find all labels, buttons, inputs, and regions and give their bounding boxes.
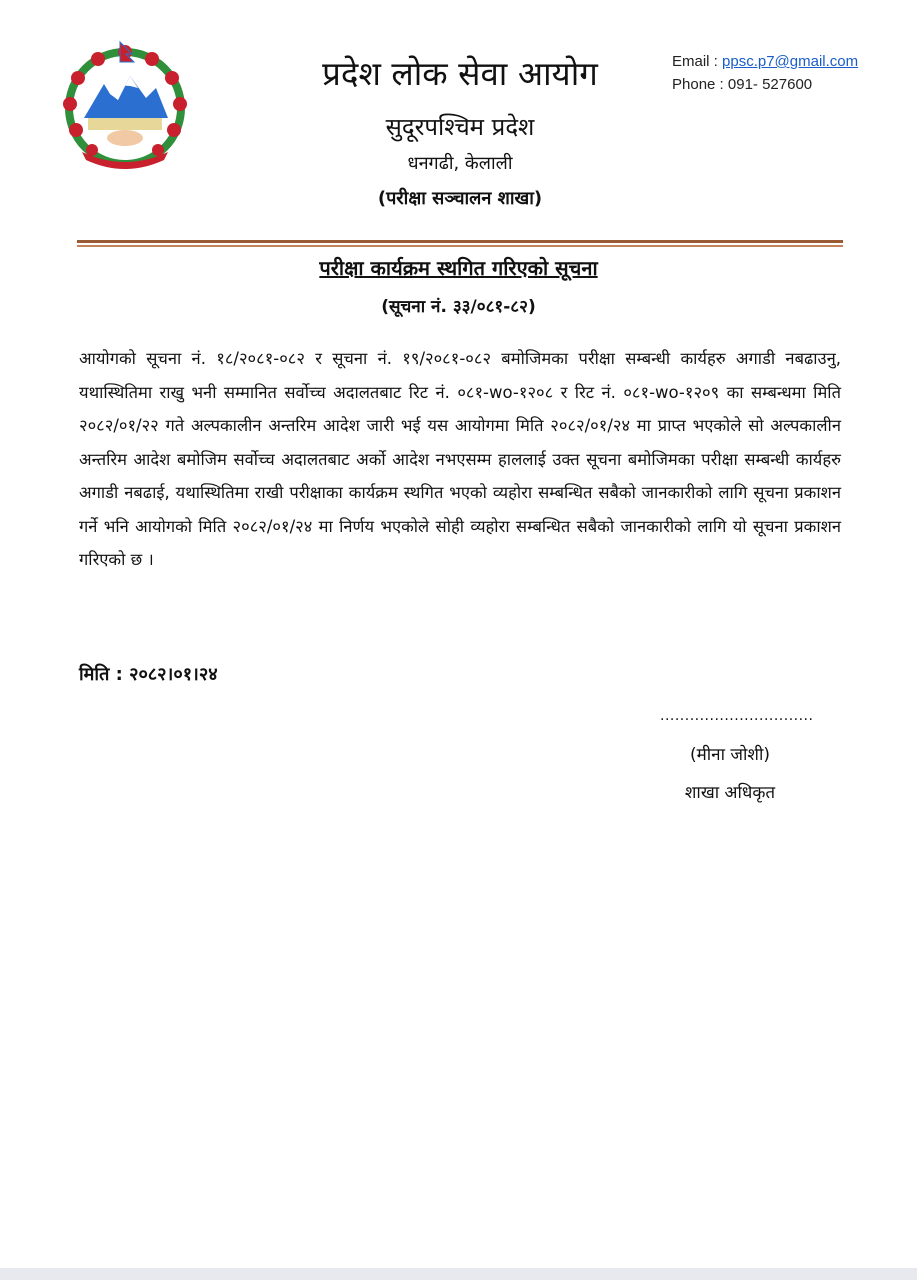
email-link[interactable]: ppsc.p7@gmail.com [722,53,859,70]
signatory-designation: शाखा अधिकृत [684,783,776,803]
nepal-emblem-icon [60,40,190,170]
header-divider-light [77,245,843,247]
notice-title [0,254,917,281]
email-label: Email : [672,53,723,70]
notice-number: (सूचना नं. ३३/०८१-८२) [381,297,536,317]
signature-line: ............................... [660,708,814,724]
header-divider [77,240,843,243]
org-title: प्रदेश लोक सेवा आयोग [322,54,598,93]
notice-body: आयोगको सूचना नं. १८/२०८१-०८२ र सूचना नं. १९/२०८१-०८२ बमोजिमका परीक्षा सम्बन्धी कार्यहरु अगाडी नबढाउनु, यथास्थितिमा राखु भनी सम्मानित सर्वोच्च अदालतबाट रिट नं. ०८१-wo-१२०८ र रिट नं. ०८१-wo-१२०९ का सम्बन्धमा मिति २०८२/०१/२२ गते अल्पकालीन अन्तरिम आदेश जारी भई यस आयोगमा मिति २०८२/०१/२४ मा प्राप्त भएकोले सो अल्पकालीन अन्तरिम आदेश बमोजिम सर्वोच्च अदालतबाट अर्को आदेश नभएसम्म हाललाई उक्त सूचना बमोजिमका परीक्षा सम्बन्धी कार्यहरु अगाडी नबढाई, यथास्थितिमा राखी परीक्षाका कार्यक्रम स्थगित भएको व्यहोरा सम्बन्धित सबैको जानकारीको लागि सूचना प्रकाशन गर्ने भनि आयोगको मिति २०८२/०१/२४ मा निर्णय भएकोले सोही व्यहोरा सम्बन्धित सबैको जानकारीको लागि यो सूचना प्रकाशन गरिएको छ । [79,349,841,569]
city-name: धनगढी, केलाली [407,153,513,174]
phone-label: Phone : [672,76,728,93]
province-name: सुदूरपश्चिम प्रदेश [385,113,535,141]
branch-name: (परीक्षा सञ्चालन शाखा) [377,188,543,209]
signatory-name: (मीना जोशी) [689,745,771,765]
notice-date: मिति : २०८२।०१।२४ [79,664,218,685]
bottom-strip [0,1268,917,1280]
notice-title-text: परीक्षा कार्यक्रम स्थगित गरिएको सूचना [319,256,598,280]
phone-number: 091- 527600 [727,76,813,93]
